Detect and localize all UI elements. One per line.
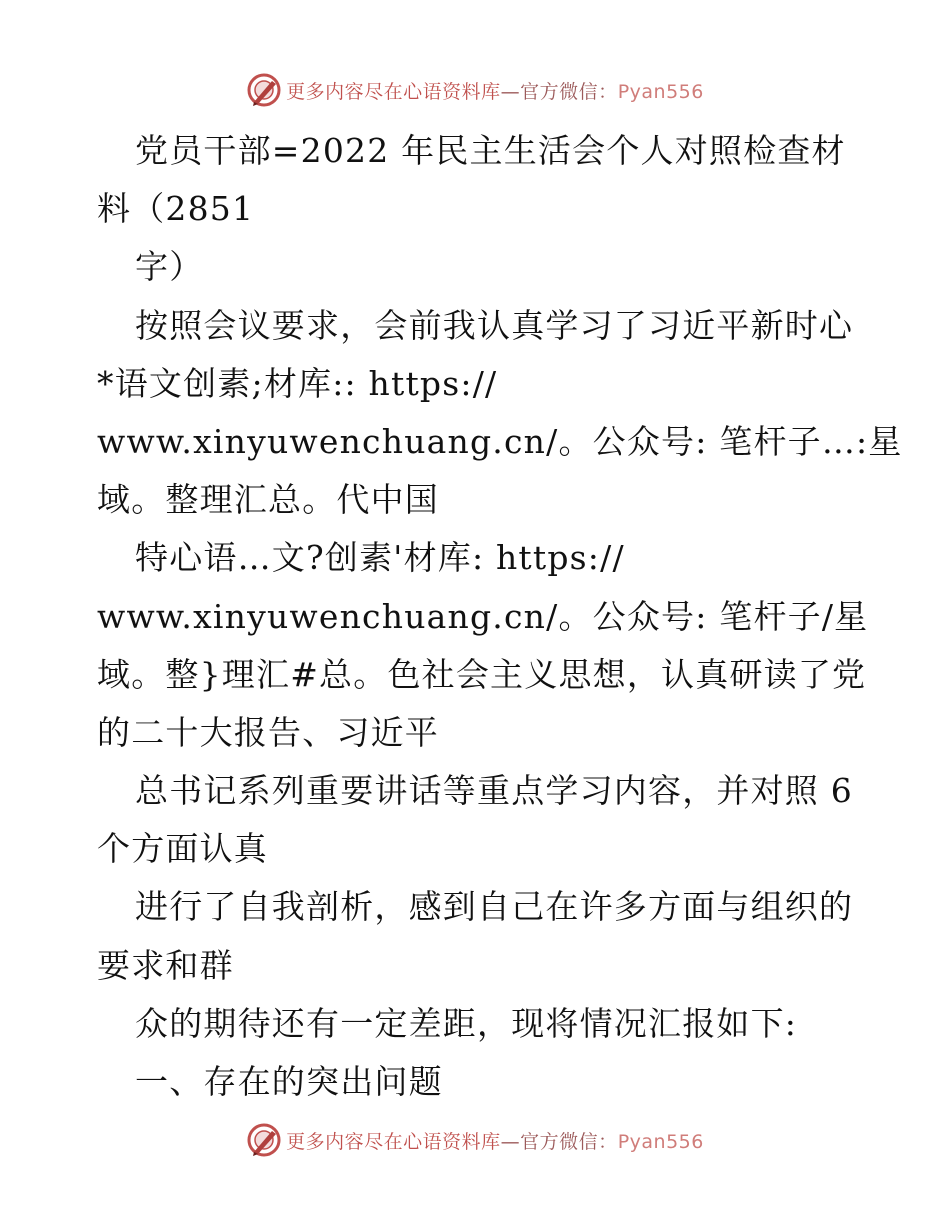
pen-logo-icon <box>246 1122 282 1158</box>
document-body <box>97 122 903 1111</box>
paragraph-line: 众的期待还有一定差距，现将情况汇报如下: <box>135 1003 798 1043</box>
paragraph-line: 域。整理汇总。代中国 <box>97 480 439 520</box>
paragraph-line: 特心语…文?创素'材库: https:// <box>135 538 625 578</box>
watermark-separator: —官方微信： <box>500 1130 618 1153</box>
watermark-banner-bottom <box>0 1120 950 1160</box>
watermark-separator: —官方微信： <box>500 80 618 103</box>
section-heading: 一、存在的突出问题 <box>135 1062 443 1101</box>
paragraph-line: 域。整}理汇#总。色社会主义思想，认真研读了党 <box>97 654 867 694</box>
watermark-banner-top <box>0 70 950 110</box>
paragraph-line: www.xinyuwenchuang.cn/。公众号: 笔杆子…:星 <box>97 421 903 461</box>
paragraph-line: 进行了自我剖析，感到自己在许多方面与组织的 <box>135 887 854 927</box>
paragraph-line: www.xinyuwenchuang.cn/。公众号: 笔杆子/星 <box>97 596 869 636</box>
watermark-text <box>286 1127 704 1154</box>
watermark-slogan: 更多内容尽在心语资料库 <box>286 1130 501 1153</box>
paragraph-line: 按照会议要求，会前我认真学习了习近平新时心 <box>135 305 854 345</box>
paragraph-line: 要求和群 <box>97 945 234 985</box>
paragraph-line: *语文创素;材库:: https:// <box>97 363 498 403</box>
watermark-text <box>286 77 704 104</box>
watermark-account: Pyan556 <box>617 1130 704 1153</box>
document-title-line-2: 料（2851 <box>97 189 255 229</box>
watermark-account: Pyan556 <box>617 80 704 103</box>
document-title-line-1: 党员干部=2022 年民主生活会个人对照检查材 <box>135 131 846 170</box>
paragraph-line: 个方面认真 <box>97 829 268 869</box>
pen-logo-icon <box>246 72 282 108</box>
watermark-slogan: 更多内容尽在心语资料库 <box>286 80 501 103</box>
paragraph-line: 总书记系列重要讲话等重点学习内容，并对照 6 <box>135 771 853 811</box>
document-title-line-3: 字） <box>135 247 204 287</box>
paragraph-line: 的二十大报告、习近平 <box>97 712 439 752</box>
